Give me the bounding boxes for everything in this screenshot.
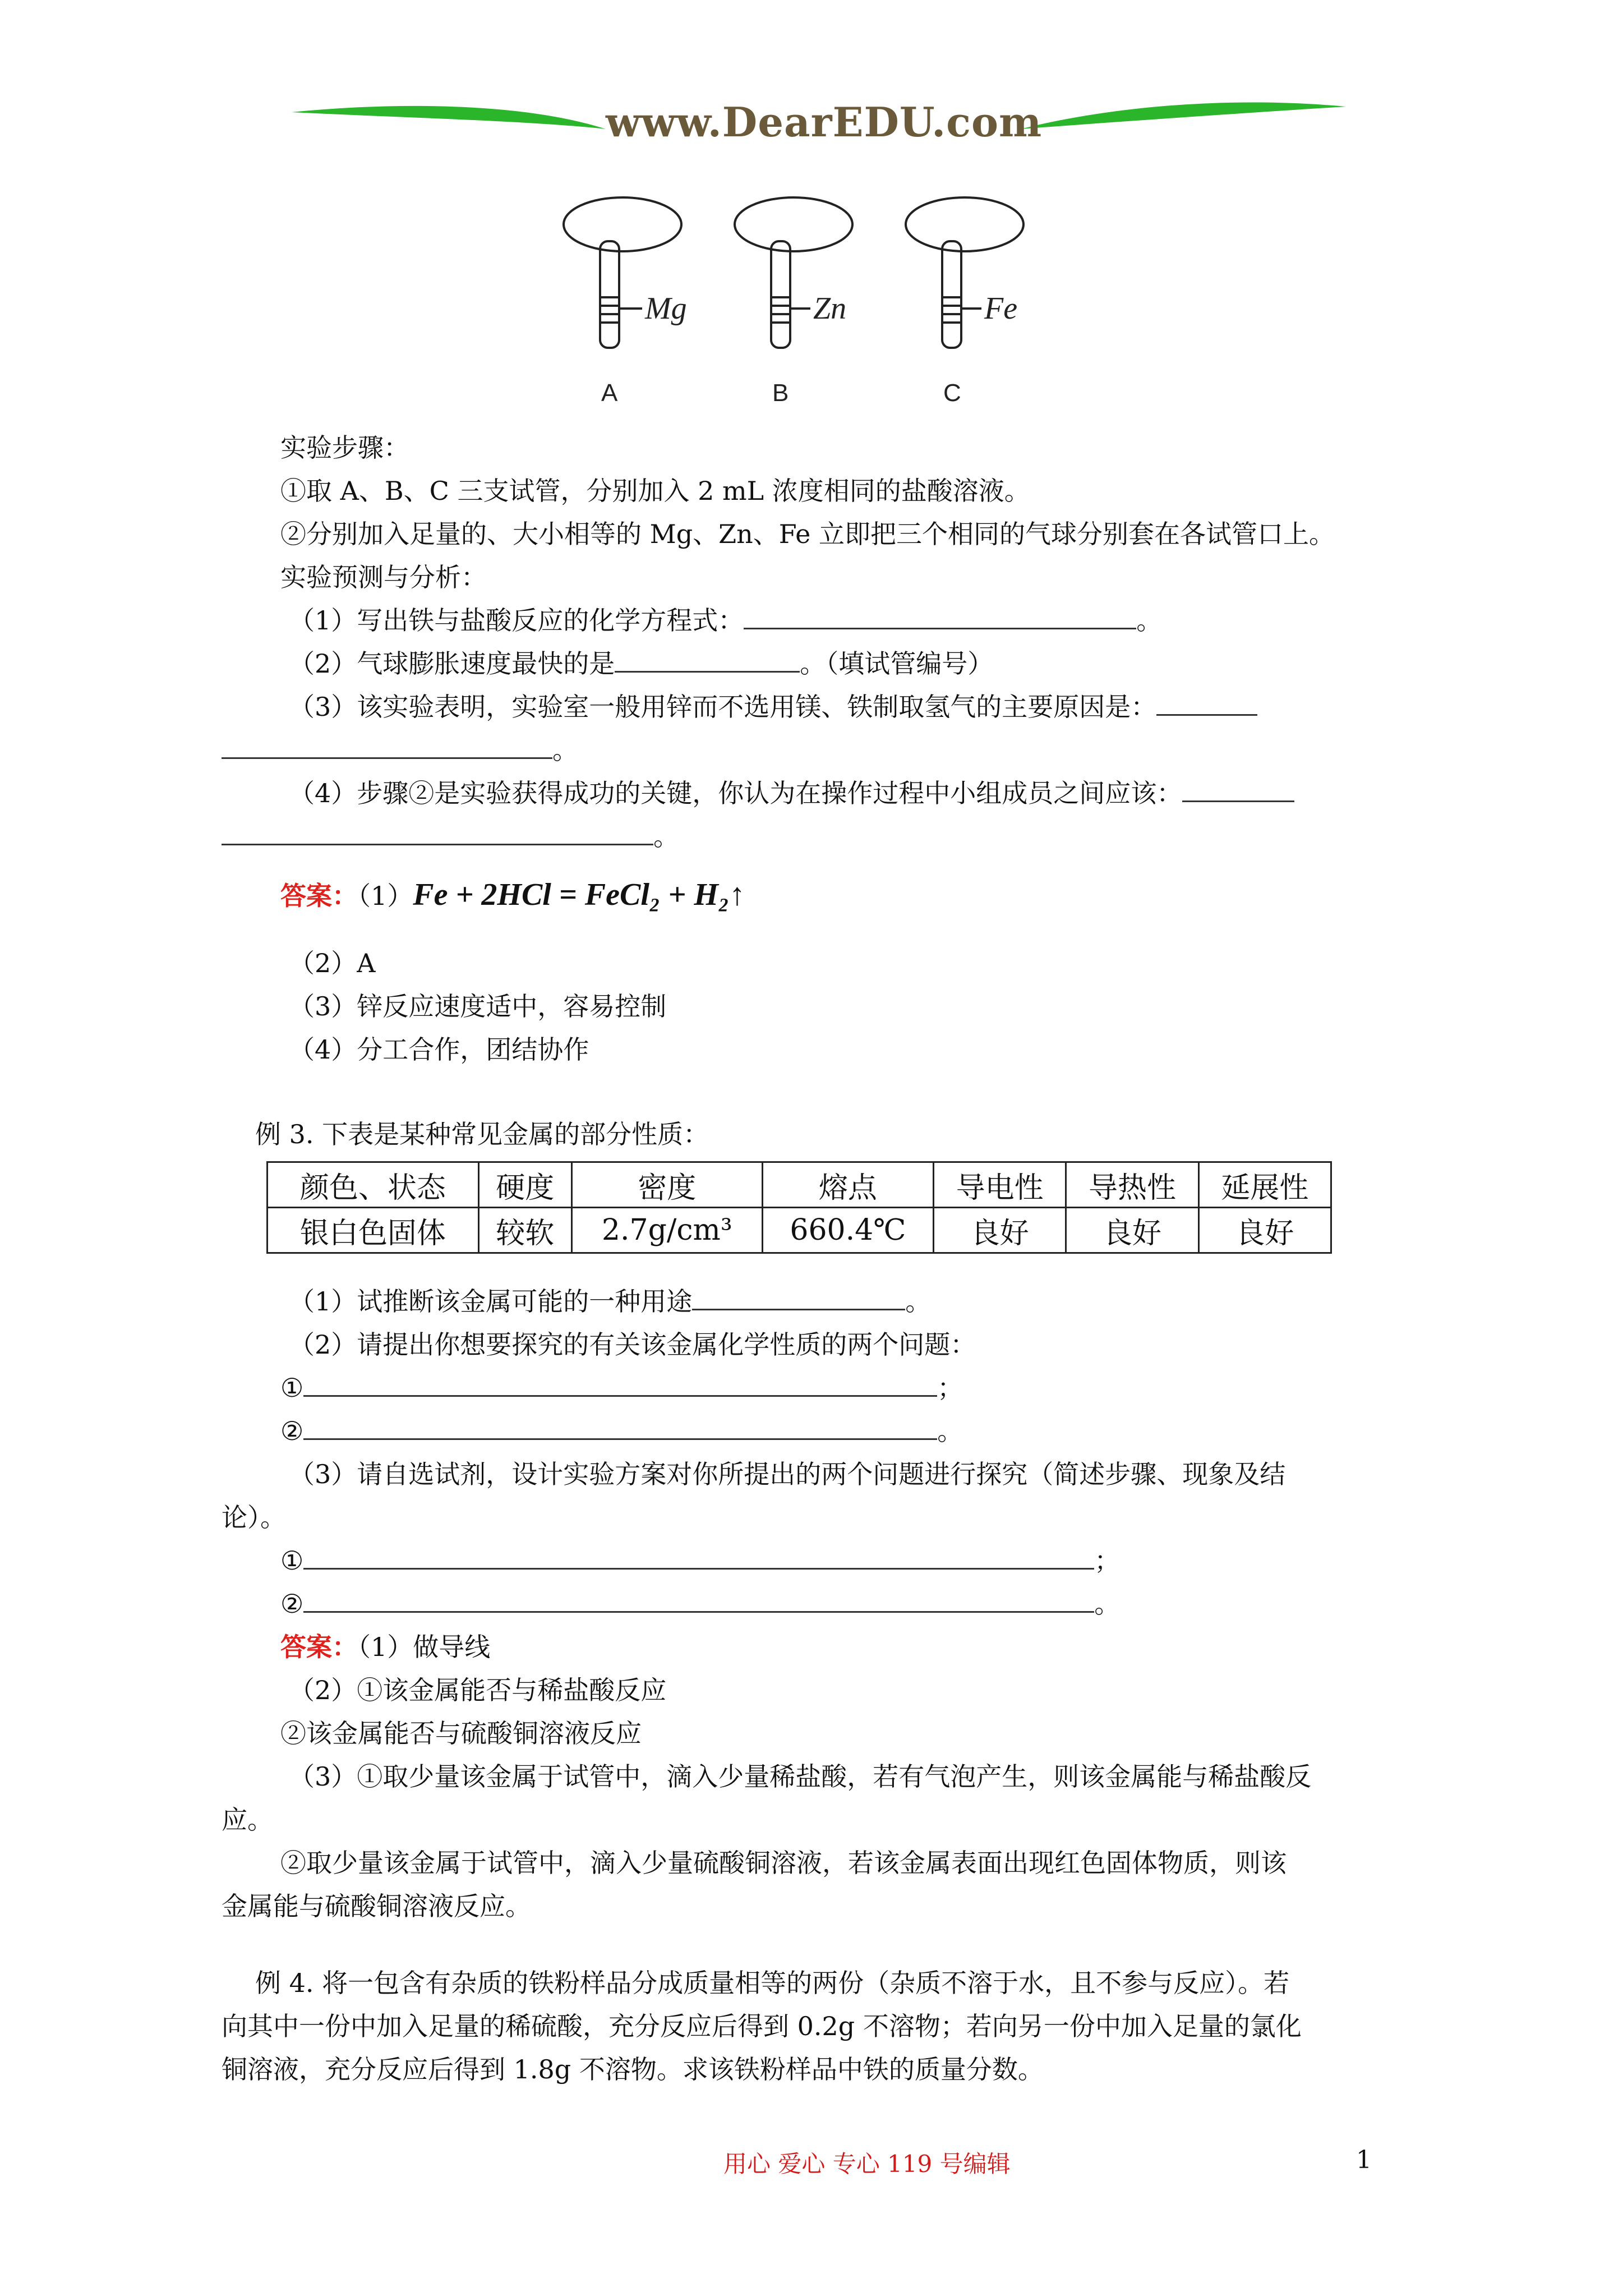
answer-line: （4）分工合作，团结协作 bbox=[289, 1034, 589, 1065]
question-line bbox=[280, 1414, 963, 1448]
answer-line: ②该金属能否与硫酸铜溶液反应 bbox=[280, 1718, 642, 1749]
table-cell: 导热性 bbox=[1066, 1162, 1198, 1208]
table-header-row bbox=[268, 1162, 1331, 1208]
table-cell: 导电性 bbox=[934, 1162, 1066, 1208]
tube-a-label: A bbox=[601, 379, 618, 407]
answer-line: 金属能与硫酸铜溶液反应。 bbox=[222, 1891, 531, 1921]
answer-line: （2）①该金属能否与稀盐酸反应 bbox=[289, 1675, 667, 1705]
answer-blank bbox=[692, 1286, 905, 1310]
question-line bbox=[289, 690, 1257, 724]
answer-line bbox=[280, 878, 745, 913]
text-line: 实验步骤： bbox=[280, 432, 409, 463]
question-line bbox=[289, 1285, 931, 1318]
answer-number: （1） bbox=[358, 881, 413, 911]
answer-blank bbox=[222, 821, 653, 845]
answer-blank bbox=[222, 735, 552, 759]
table-cell: 熔点 bbox=[762, 1162, 933, 1208]
tube-b-label: B bbox=[772, 379, 789, 407]
answer-blank bbox=[303, 1416, 937, 1440]
question-end: 。 bbox=[905, 1286, 932, 1317]
label-mg: Mg bbox=[645, 291, 687, 326]
question-text: （1）写出铁与盐酸反应的化学方程式： bbox=[289, 605, 744, 636]
example-4-line: 例 4. 将一包含有杂质的铁粉样品分成质量相等的两份（杂质不溶于水，且不参与反应）。若 bbox=[255, 1968, 1290, 1998]
question-text: （3）该实验表明，实验室一般用锌而不选用镁、铁制取氢气的主要原因是： bbox=[289, 692, 1157, 722]
question-line bbox=[222, 820, 679, 853]
answer-line: ②取少量该金属于试管中，滴入少量硫酸铜溶液，若该金属表面出现红色固体物质，则该 bbox=[280, 1848, 1287, 1878]
answer-blank bbox=[744, 605, 1136, 629]
site-title[interactable]: www.DearEDU.com bbox=[606, 98, 1043, 146]
answer-line bbox=[280, 1630, 490, 1664]
table-cell: 良好 bbox=[934, 1208, 1066, 1253]
answer-line: （3）①取少量该金属于试管中，滴入少量稀盐酸，若有气泡产生，则该金属能与稀盐酸反 bbox=[289, 1761, 1312, 1792]
table-cell: 660.4℃ bbox=[762, 1208, 933, 1253]
question-line bbox=[289, 604, 1162, 637]
label-zn: Zn bbox=[813, 291, 847, 326]
answer-line: 应。 bbox=[222, 1805, 273, 1835]
question-line: 论）。 bbox=[222, 1502, 286, 1533]
tube-c-label: C bbox=[943, 379, 961, 407]
answer-blank bbox=[615, 648, 800, 673]
table-row bbox=[268, 1208, 1331, 1253]
answer-line: （3）锌反应速度适中，容易控制 bbox=[289, 991, 667, 1022]
question-line bbox=[222, 733, 578, 767]
question-end: 。 bbox=[1094, 1589, 1121, 1619]
answer-blank bbox=[1156, 692, 1257, 716]
answer-blank bbox=[303, 1545, 1094, 1570]
example-4-line: 铜溶液，充分反应后得到 1.8g 不溶物。求该铁粉样品中铁的质量分数。 bbox=[222, 2054, 1044, 2085]
table-cell: 良好 bbox=[1066, 1208, 1198, 1253]
text-line: ②分别加入足量的、大小相等的 Mg、Zn、Fe 立即把三个相同的气球分别套在各试管口上。 bbox=[280, 519, 1335, 549]
question-end: ； bbox=[937, 1373, 963, 1403]
answer-blank bbox=[303, 1373, 937, 1397]
table-cell: 较软 bbox=[478, 1208, 571, 1253]
item-marker: ① bbox=[280, 1545, 304, 1576]
question-line bbox=[280, 1587, 1120, 1621]
answer-blank bbox=[303, 1589, 1094, 1613]
answer-text: （1）做导线 bbox=[358, 1632, 491, 1662]
item-marker: ② bbox=[280, 1589, 304, 1619]
footer-text: 用心 爱心 专心 119 号编辑 bbox=[723, 2150, 1011, 2178]
example-3-heading: 例 3. 下表是某种常见金属的部分性质： bbox=[255, 1119, 709, 1149]
table-cell: 延展性 bbox=[1198, 1162, 1331, 1208]
question-end: 。（填试管编号） bbox=[800, 648, 994, 679]
item-marker: ① bbox=[280, 1373, 304, 1403]
chemical-equation: Fe + 2HCl = FeCl₂ + H₂↑ bbox=[413, 877, 745, 912]
answer-line: （2）A bbox=[289, 948, 376, 978]
question-text: （1）试推断该金属可能的一种用途 bbox=[289, 1286, 693, 1317]
table-cell: 硬度 bbox=[478, 1162, 571, 1208]
item-marker: ② bbox=[280, 1416, 304, 1446]
question-line: （3）请自选试剂，设计实验方案对你所提出的两个问题进行探究（简述步骤、现象及结 bbox=[289, 1459, 1286, 1489]
page-number: 1 bbox=[1356, 2146, 1372, 2174]
text-line: 实验预测与分析： bbox=[280, 562, 487, 592]
question-line bbox=[280, 1371, 963, 1405]
answer-label: 答案： bbox=[280, 1632, 358, 1662]
question-end: ； bbox=[1094, 1545, 1121, 1576]
table-cell: 2.7g/cm³ bbox=[571, 1208, 762, 1253]
answer-blank bbox=[1182, 778, 1294, 802]
text-line: ①取 A、B、C 三支试管，分别加入 2 mL 浓度相同的盐酸溶液。 bbox=[280, 476, 1030, 506]
question-end: 。 bbox=[552, 735, 578, 765]
table-cell: 颜色、状态 bbox=[268, 1162, 479, 1208]
test-tube-apparatus-figure bbox=[561, 191, 1088, 415]
table-cell: 银白色固体 bbox=[268, 1208, 479, 1253]
example-4-line: 向其中一份中加入足量的稀硫酸，充分反应后得到 0.2g 不溶物；若向另一份中加入足量的氯化 bbox=[222, 2011, 1302, 2041]
question-end: 。 bbox=[1136, 605, 1163, 636]
question-end: 。 bbox=[937, 1416, 963, 1446]
answer-label: 答案： bbox=[280, 881, 358, 911]
table-cell: 密度 bbox=[571, 1162, 762, 1208]
label-fe: Fe bbox=[984, 291, 1018, 326]
question-line bbox=[280, 1544, 1120, 1577]
table-cell: 良好 bbox=[1198, 1208, 1331, 1253]
question-text: （2）气球膨胀速度最快的是 bbox=[289, 648, 615, 679]
question-line bbox=[289, 776, 1294, 810]
question-line bbox=[289, 647, 993, 680]
question-line: （2）请提出你想要探究的有关该金属化学性质的两个问题： bbox=[289, 1329, 976, 1360]
metal-properties-table bbox=[266, 1161, 1332, 1254]
question-text: （4）步骤②是实验获得成功的关键，你认为在操作过程中小组成员之间应该： bbox=[289, 778, 1183, 808]
question-end: 。 bbox=[653, 821, 679, 852]
